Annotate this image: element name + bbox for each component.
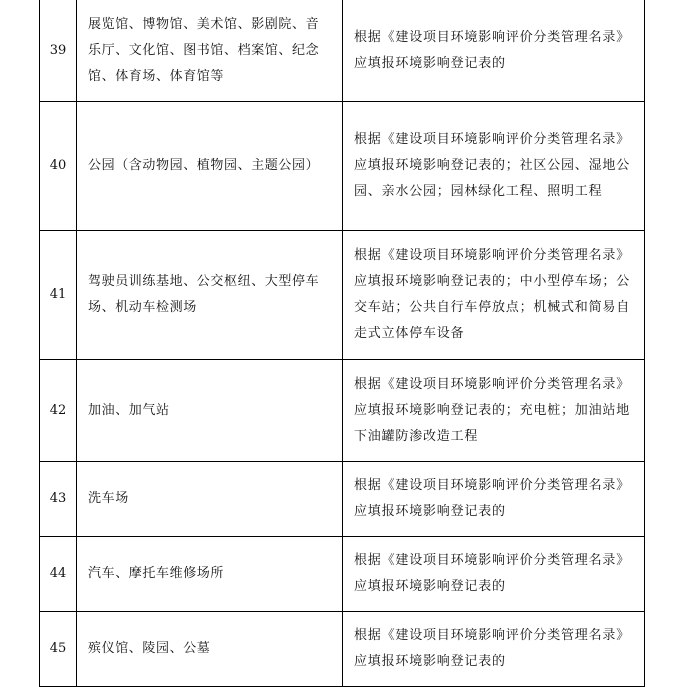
- registration-condition: [343, 537, 645, 612]
- table-row: [40, 462, 645, 537]
- project-category: [77, 102, 343, 231]
- registration-condition: [343, 462, 645, 537]
- registration-condition: [343, 102, 645, 231]
- project-category: [77, 0, 343, 102]
- row-number: 41: [40, 231, 77, 360]
- table-row: [40, 102, 645, 231]
- project-category-text: 殡仪馆、陵园、公墓: [88, 641, 211, 656]
- table-row: [40, 360, 645, 462]
- row-number: 44: [40, 537, 77, 612]
- table-row: [40, 612, 645, 687]
- registration-condition-text: 根据《建设项目环境影响评价分类管理名录》应填报环境影响登记表的: [354, 553, 631, 594]
- project-category: [77, 462, 343, 537]
- project-category: [77, 231, 343, 360]
- row-number: 39: [40, 0, 77, 102]
- registration-condition: [343, 360, 645, 462]
- registration-condition: [343, 612, 645, 687]
- row-number: 43: [40, 462, 77, 537]
- project-category-text: 加油、加气站: [88, 402, 170, 418]
- registration-condition-text: 根据《建设项目环境影响评价分类管理名录》应填报环境影响登记表的: [354, 478, 631, 519]
- registration-condition-text: 根据《建设项目环境影响评价分类管理名录》应填报环境影响登记表的；中小型停车场；公交车站；公共自行车停放点；机械式和简易自走式立体停车设备: [354, 248, 631, 341]
- table-row: [40, 0, 645, 102]
- project-category-text: 公园（含动物园、植物园、主题公园）: [88, 158, 320, 173]
- registration-condition-text: 根据《建设项目环境影响评价分类管理名录》应填报环境影响登记表的: [354, 628, 631, 669]
- row-number: 42: [40, 360, 77, 462]
- registration-condition-text: 根据《建设项目环境影响评价分类管理名录》应填报环境影响登记表的；充电桩；加油站地下油罐防渗改造工程: [354, 376, 631, 444]
- row-number: 45: [40, 612, 77, 687]
- project-category-text: 洗车场: [88, 491, 129, 506]
- project-category: [77, 360, 343, 462]
- registration-condition: [343, 0, 645, 102]
- table-row: [40, 231, 645, 360]
- table-row: [40, 537, 645, 612]
- project-category-text: 展览馆、博物馆、美术馆、影剧院、音乐厅、文化馆、图书馆、档案馆、纪念馆、体育场、体育馆等: [88, 16, 320, 84]
- project-category: [77, 537, 343, 612]
- row-number: 40: [40, 102, 77, 231]
- registration-condition-text: 根据《建设项目环境影响评价分类管理名录》应填报环境影响登记表的: [354, 29, 631, 71]
- registration-condition: [343, 231, 645, 360]
- classification-table: [39, 0, 645, 687]
- registration-condition-text: 根据《建设项目环境影响评价分类管理名录》应填报环境影响登记表的；社区公园、湿地公园、亲水公园；园林绿化工程、照明工程: [354, 132, 631, 199]
- project-category-text: 驾驶员训练基地、公交枢纽、大型停车场、机动车检测场: [88, 274, 320, 315]
- project-category-text: 汽车、摩托车维修场所: [88, 566, 225, 581]
- project-category: [77, 612, 343, 687]
